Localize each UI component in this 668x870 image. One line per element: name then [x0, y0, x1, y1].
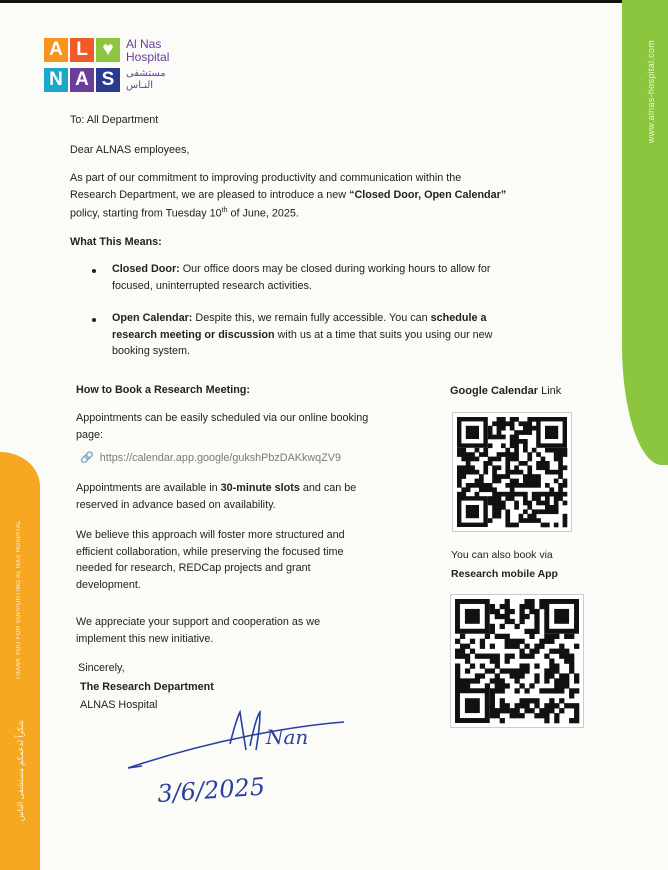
booking-link[interactable]	[80, 450, 341, 467]
logo-tile: A	[44, 38, 68, 62]
link-icon: 🔗	[80, 452, 94, 464]
signer-org: ALNAS Hospital	[80, 699, 158, 711]
logo-heart-icon: ♥	[96, 38, 120, 62]
green-side-band	[622, 0, 668, 465]
intro-paragraph: As part of our commitment to improving productivity and communication within the Research Department, we are pleased to introduce a new “Closed Door, Open Calendar” policy, starting from Tuesday 10th of June, 2025.	[70, 172, 507, 220]
google-calendar-qr-code[interactable]	[452, 412, 572, 532]
app-text-line: You can also book via	[451, 549, 553, 561]
bullet-icon	[92, 269, 96, 273]
booking-url[interactable]: https://calendar.app.google/gukshPbzDAKkwqZV9	[99, 452, 341, 464]
mobile-app-qr-code[interactable]	[450, 594, 584, 728]
handwritten-name: Nan	[266, 725, 309, 749]
how-to-book-heading: How to Book a Research Meeting:	[76, 384, 250, 396]
appreciation-paragraph: We appreciate your support and cooperation as we implement this new initiative.	[76, 616, 321, 645]
closing: Sincerely,	[78, 662, 125, 674]
orange-side-band	[0, 452, 40, 870]
bullet-closed-door: Closed Door: Our office doors may be closed during working hours to allow for focused, uninterrupted research activities.	[112, 263, 491, 292]
recipient-line: To: All Department	[70, 114, 159, 126]
top-edge-line	[0, 0, 668, 3]
handwritten-date: 3/6/2025	[156, 772, 266, 808]
hospital-logo	[44, 38, 204, 104]
bullet-open-calendar: Open Calendar: Despite this, we remain fully accessible. You can schedule a research meeting or discussion with us at a time that suits you using our new booking system.	[112, 312, 493, 357]
logo-tile: L	[70, 38, 94, 62]
logo-name-arabic: مستشفى النـاس	[126, 68, 166, 91]
signer-name: The Research Department	[80, 681, 214, 693]
thanks-banner-text: THANK YOU FOR SUPPORTING AL NAS HOSPITAL	[16, 520, 22, 680]
handwritten-signature	[118, 706, 358, 826]
booking-instructions: Appointments can be easily scheduled via our online booking page:	[76, 412, 369, 441]
greeting: Dear ALNAS employees,	[70, 144, 190, 156]
logo-tile: A	[70, 68, 94, 92]
thanks-banner-arabic: شكراً لدعمكم مستشفى الناس	[16, 720, 25, 822]
website-text: www.alnas-hospital.com	[646, 40, 656, 144]
app-name-line: Research mobile App	[451, 568, 558, 580]
google-calendar-label: Google Calendar Link	[450, 385, 562, 397]
policy-name: “Closed Door, Open Calendar”	[349, 188, 507, 201]
slots-paragraph: Appointments are available in 30-minute slots and can be reserved in advance based on availability.	[76, 482, 357, 511]
logo-name-english: Al Nas Hospital	[126, 37, 170, 64]
qr-pattern	[451, 595, 583, 727]
qr-pattern	[453, 413, 571, 531]
what-this-means-heading: What This Means:	[70, 236, 162, 248]
logo-tile: N	[44, 68, 68, 92]
logo-tile: S	[96, 68, 120, 92]
approach-paragraph: We believe this approach will foster more structured and efficient collaboration, while preserving the focused time needed for research, REDCap projects and grant development.	[76, 529, 345, 591]
bullet-icon	[92, 318, 96, 322]
